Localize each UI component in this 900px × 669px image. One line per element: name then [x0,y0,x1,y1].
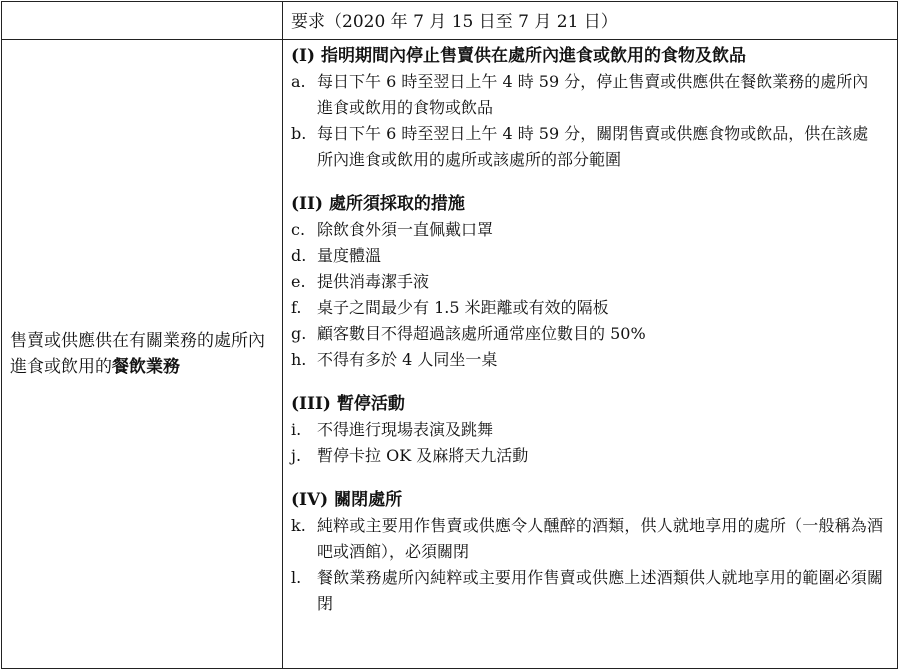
item-text: 量度體溫 [317,246,382,265]
item-label: b. [291,124,307,143]
section-gap [291,173,883,191]
section-title: (IV) 關閉處所 [291,490,403,510]
item-text: 餐飲業務處所內純粹或主要用作售賣或供應上述酒類供人就地享用的範圍必須關閉 [317,568,883,613]
item-text: 純粹或主要用作售賣或供應令人醺醉的酒類，供人就地享用的處所（一般稱為酒吧或酒館），必須關閉 [317,516,883,561]
section-gap [291,373,883,391]
item-label: l. [291,568,302,587]
section-1 [291,43,883,173]
section-title: (III) 暫停活動 [291,394,405,414]
item-text: 不得有多於 4 人同坐一桌 [317,350,498,369]
requirements-cell [283,40,898,669]
item-label: a. [291,72,306,91]
header-row [2,2,898,40]
requirements-table [1,1,898,669]
category-cell [2,40,283,669]
list-item [291,417,883,443]
item-text: 不得進行現場表演及跳舞 [317,420,494,439]
list-item [291,295,883,321]
item-label: k. [291,516,306,535]
list-item [291,321,883,347]
item-label: f. [291,298,302,317]
list-item [291,269,883,295]
section-title: (II) 處所須採取的措施 [291,194,465,214]
section-gap [291,469,883,487]
item-text: 桌子之間最少有 1.5 米距離或有效的隔板 [317,298,609,317]
list-item [291,217,883,243]
period-heading: 要求（2020 年 7 月 15 日至 7 月 21 日） [291,12,618,32]
section-2 [291,191,883,373]
list-item [291,347,883,373]
header-right-cell [283,2,898,40]
list-item [291,121,883,173]
item-text: 暫停卡拉 OK 及麻將天九活動 [317,446,529,465]
item-label: j. [291,446,302,465]
item-label: i. [291,420,302,439]
body-row [2,40,898,669]
list-item [291,565,883,617]
category-text: 售賣或供應供在有關業務的處所內進食或飲用的 [10,331,265,377]
section-4 [291,487,883,617]
item-label: h. [291,350,307,369]
item-label: e. [291,272,306,291]
list-item [291,443,883,469]
item-text: 每日下午 6 時至翌日上午 4 時 59 分，關閉售賣或供應食物或飲品，供在該處所內進食或飲用的處所或該處所的部分範圍 [317,124,869,169]
item-text: 提供消毒潔手液 [317,272,430,291]
list-item [291,243,883,269]
item-text: 顧客數目不得超過該處所通常座位數目的 50% [317,324,646,343]
item-label: g. [291,324,307,343]
item-label: d. [291,246,307,265]
item-text: 每日下午 6 時至翌日上午 4 時 59 分，停止售賣或供應供在餐飲業務的處所內進食或飲用的食物或飲品 [317,72,869,117]
section-3 [291,391,883,469]
item-label: c. [291,220,306,239]
list-item [291,69,883,121]
section-title: (I) 指明期間內停止售賣供在處所內進食或飲用的食物及飲品 [291,46,746,66]
item-text: 除飲食外須一直佩戴口罩 [317,220,494,239]
list-item [291,513,883,565]
header-left-cell [2,2,283,40]
category-bold-text: 餐飲業務 [112,357,180,377]
